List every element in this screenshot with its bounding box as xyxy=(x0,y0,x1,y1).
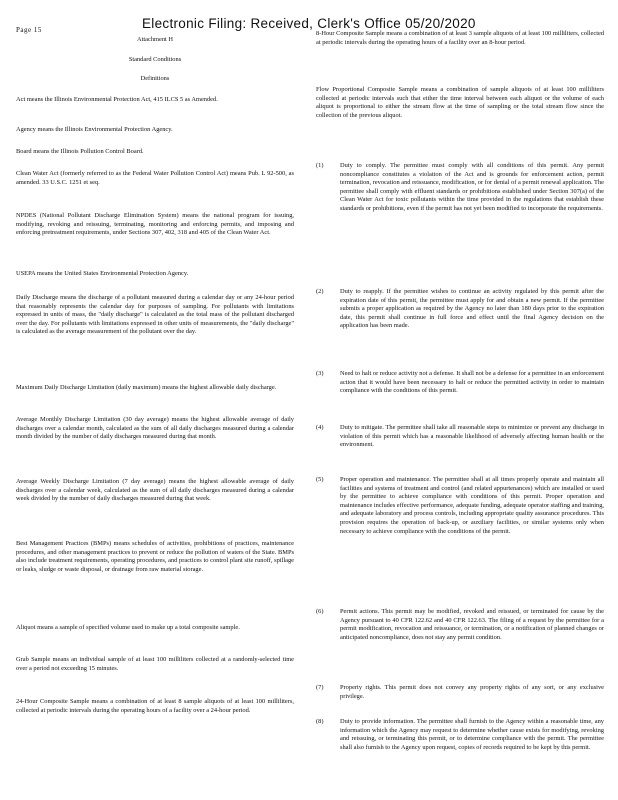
def-agency: Agency means the Illinois Environmental Protection Agency. xyxy=(16,126,173,133)
condition-permit-actions: Permit actions. This permit may be modified, revoked and reissued, or terminated for cause by the Agency pursuant to 40 CFR 122.62 and 40 CFR 122.63. The filing of a request by the permittee for a permit modification, revocation and reissuance, or termination, or a notification of planned changes or anticipated noncompliance, does not stay any permit condition. xyxy=(340,608,604,641)
condition-num: (1) xyxy=(316,162,324,169)
condition-need-to-halt: Need to halt or reduce activity not a defense. It shall not be a defense for a permittee in an enforcement action that it would have been necessary to halt or reduce the permitted activity in order to maintain compliance with the conditions of this permit. xyxy=(340,370,604,395)
filing-stamp: Electronic Filing: Received, Clerk's Office 05/20/2020 xyxy=(142,16,476,31)
condition-num: (2) xyxy=(316,288,324,295)
condition-num: (6) xyxy=(316,608,324,615)
attachment-label: Attachment H xyxy=(136,36,174,43)
def-usepa: USEPA means the United States Environmental Protection Agency. xyxy=(16,270,189,277)
condition-duty-to-mitigate: Duty to mitigate. The permittee shall take all reasonable steps to minimize or prevent any discharge in violation of this permit which has a reasonable likelihood of adversely affecting human health or the environment. xyxy=(340,424,604,449)
condition-num: (3) xyxy=(316,370,324,377)
condition-proper-operation: Proper operation and maintenance. The permittee shall at all times properly operate and maintain all facilities and systems of treatment and control (and related appurtenances) which are installed or used by the permittee to achieve compliance with conditions of this permit. Proper operation and maintenance includes effective performance, adequate funding, adequate operator staffing and training, and adequate laboratory and process controls, including appropriate quality assurance procedures. This provision requires the operation of back-up, or auxiliary facilities, or similar systems only when necessary to achieve compliance with the conditions of the permit. xyxy=(340,476,604,535)
section-title: Standard Conditions xyxy=(128,56,182,63)
def-daily-discharge: Daily Discharge means the discharge of a pollutant measured during a calendar day or any 24-hour period that reasonably represents the calendar day for purposes of sampling. For pollutants with limitations expressed in units of mass, the "daily discharge" is calculated as the total mass of the pollutant discharged over the day. For pollutants with limitations expressed in other units of measurements, the "daily discharge" is calculated as the average measurement of the pollutant over the day. xyxy=(16,294,294,336)
condition-property-rights: Property rights. This permit does not convey any property rights of any sort, or any exclusive privilege. xyxy=(340,684,604,700)
def-flow-proportional: Flow Proportional Composite Sample means a combination of sample aliquots of at least 100 milliliters collected at periodic intervals such that either the time interval between each aliquot or the volume of each aliquot is proportional to either the stream flow at the time of sampling or the total stream flow since the collection of the previous aliquot. xyxy=(316,86,604,119)
def-24hr-composite: 24-Hour Composite Sample means a combination of at least 8 sample aliquots of at least 100 milliliters, collected at periodic intervals during the operating hours of a facility over a 24-hour period. xyxy=(16,698,294,714)
condition-duty-to-provide-info: Duty to provide information. The permittee shall furnish to the Agency within a reasonable time, any information which the Agency may request to determine whether cause exists for modifying, revoking and reissuing, or terminating this permit, or to determine compliance with the permit. The permittee shall also furnish to the Agency upon request, copies of records required to be kept by this permit. xyxy=(340,718,604,751)
def-act: Act means the Illinois Environmental Protection Act, 415 ILCS 5 as Amended. xyxy=(16,96,218,103)
def-bmps: Best Management Practices (BMPs) means schedules of activities, prohibitions of practices, maintenance procedures, and other management practices to prevent or reduce the pollution of waters of the State. BMPs also include treatment requirements, operating procedures, and practices to control plant site runoff, spillage or leaks, sludge or waste disposal, or drainage from raw material storage. xyxy=(16,540,294,573)
condition-num: (5) xyxy=(316,476,324,483)
def-avg-monthly: Average Monthly Discharge Limitation (30 day average) means the highest allowable average of daily discharges over a calendar month, calculated as the sum of all daily discharges measured during a calendar month divided by the number of daily discharges measured during that month. xyxy=(16,416,294,441)
condition-num: (7) xyxy=(316,684,324,691)
condition-duty-to-reapply: Duty to reapply. If the permittee wishes to continue an activity regulated by this permit after the expiration date of this permit, the permittee must apply for and obtain a new permit. If the permittee submits a proper application as required by the Agency no later than 180 days prior to the expiration date, this permit shall continue in full force and effect until the final Agency decision on the application has been made. xyxy=(340,288,604,330)
condition-num: (4) xyxy=(316,424,324,431)
definitions-heading: Definitions xyxy=(140,75,170,82)
def-grab-sample: Grab Sample means an individual sample of at least 100 milliliters collected at a randomly-selected time over a period not exceeding 15 minutes. xyxy=(16,656,294,672)
def-avg-weekly: Average Weekly Discharge Limitation (7 day average) means the highest allowable average of daily discharges over a calendar week, calculated as the sum of all daily discharges measured during a calendar week divided by the number of daily discharges measured during that week. xyxy=(16,478,294,503)
page-number: Page 15 xyxy=(16,26,42,34)
def-aliquot: Aliquot means a sample of specified volume used to make up a total composite sample. xyxy=(16,624,240,631)
def-max-daily: Maximum Daily Discharge Limitation (daily maximum) means the highest allowable daily discharge. xyxy=(16,384,277,391)
def-8hr-composite: 8-Hour Composite Sample means a combination of at least 3 sample aliquots of at least 100 milliliters, collected at periodic intervals during the operating hours of a facility over an 8-hour period. xyxy=(316,30,604,46)
def-clean-water-act: Clean Water Act (formerly referred to as the Federal Water Pollution Control Act) means Pub. L 92-500, as amended. 33 U.S.C. 1251 et seq. xyxy=(16,170,294,186)
def-board: Board means the Illinois Pollution Control Board. xyxy=(16,148,144,155)
condition-num: (8) xyxy=(316,718,324,725)
condition-duty-to-comply: Duty to comply. The permittee must comply with all conditions of this permit. Any permit noncompliance constitutes a violation of the Act and is grounds for enforcement action, permit termination, revocation and reissuance, modification, or for denial of a permit renewal application. The permittee shall comply with effluent standards or prohibitions established under Section 307(a) of the Clean Water Act for toxic pollutants within the time provided in the regulations that establish these standards or prohibitions, even if the permit has not yet been modified to incorporate the requirements. xyxy=(340,162,604,212)
def-npdes: NPDES (National Pollutant Discharge Elimination System) means the national program for issuing, modifying, revoking and reissuing, terminating, monitoring and enforcing permits, and imposing and enforcing pretreatment requirements, under Sections 307, 402, 318 and 405 of the Clean Water Act. xyxy=(16,212,294,237)
